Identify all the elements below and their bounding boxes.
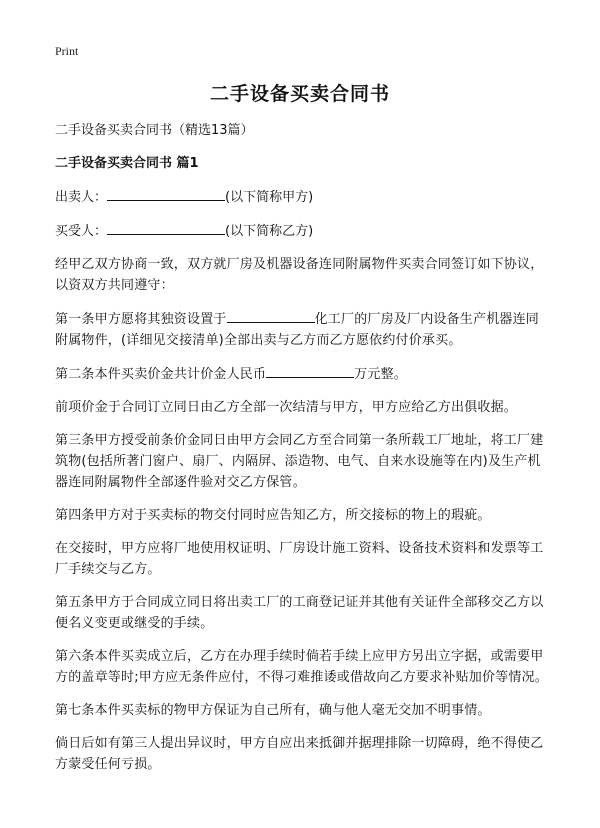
document-title: 二手设备买卖合同书 — [209, 83, 390, 105]
article-6-paragraph: 第六条本件买卖成立后，乙方在办理手续时倘若手续上应甲方另出立字据，或需要甲方的盖章等时;甲方应无条件应付，不得刁难推诿或借故向乙方要求补贴加价等情况。 — [55, 649, 548, 685]
article-4-paragraph: 第四条甲方对于买卖标的物交付同时应告知乙方，所交接标的物上的瑕疵。 — [55, 508, 491, 523]
price-blank — [266, 363, 354, 378]
article-2-before: 第二条本件买卖价金共计价金人民币 — [55, 367, 267, 382]
article-1-before: 第一条甲方愿将其独资设置于 — [55, 312, 227, 327]
third-party-paragraph: 倘日后如有第三人提出异议时，甲方自应出来抵御并据理排除一切障碍，绝不得使乙方蒙受任何亏损。 — [55, 736, 544, 772]
buyer-line — [55, 220, 550, 242]
article-7-paragraph: 第七条本件买卖标的物甲方保证为自己所有，确与他人毫无交加不明事情。 — [55, 703, 491, 718]
buyer-label: 买受人： — [55, 224, 108, 239]
seller-suffix: (以下简称甲方) — [225, 190, 314, 205]
document-body — [55, 120, 550, 787]
document-subtitle: 二手设备买卖合同书（精选13篇） — [55, 123, 254, 138]
factory-location-blank — [227, 308, 315, 323]
article-5-paragraph: 第五条甲方于合同成立同日将出卖工厂的工商登记证并其他有关证件全部移交乙方以便名义变更或继受的手续。 — [55, 595, 544, 631]
seller-line — [55, 186, 550, 208]
payment-paragraph: 前项价金于合同订立同日由乙方全部一次结清与甲方，甲方应给乙方出俱收据。 — [55, 400, 518, 415]
handover-paragraph: 在交接时，甲方应将厂地使用权证明、厂房设计施工资料、设备技术资料和发票等工厂手续交与乙方。 — [55, 541, 544, 577]
section-heading: 二手设备买卖合同书 篇1 — [55, 156, 199, 171]
article-2-after: 万元整。 — [354, 367, 408, 382]
article-1-paragraph — [55, 308, 550, 351]
seller-label: 出卖人： — [55, 190, 108, 205]
article-1-after: 化工厂的厂房及厂内设备生产机器连同附属物件，(详细见交接清单)全部出卖与乙方而乙方愿依约付价承买。 — [55, 312, 540, 348]
intro-paragraph: 经甲乙双方协商一致，双方就厂房及机器设备连同附属物件买卖合同签订如下协议，以资双方共同遵守： — [55, 257, 544, 293]
buyer-suffix: (以下简称乙方) — [225, 224, 314, 239]
seller-blank — [107, 186, 225, 201]
article-3-paragraph: 第三条甲方授受前条价金同日由甲方会同乙方至合同第一条所载工厂地址，将工厂建筑物(包括所著门窗户、扇厂、内隔屏、添造物、电气、自来水设施等在内)及生产机器连同附属物件全部逐件验对交乙方保管。 — [55, 433, 544, 490]
buyer-blank — [107, 220, 225, 235]
print-label[interactable]: Print — [55, 44, 79, 58]
article-2-paragraph — [55, 363, 550, 385]
